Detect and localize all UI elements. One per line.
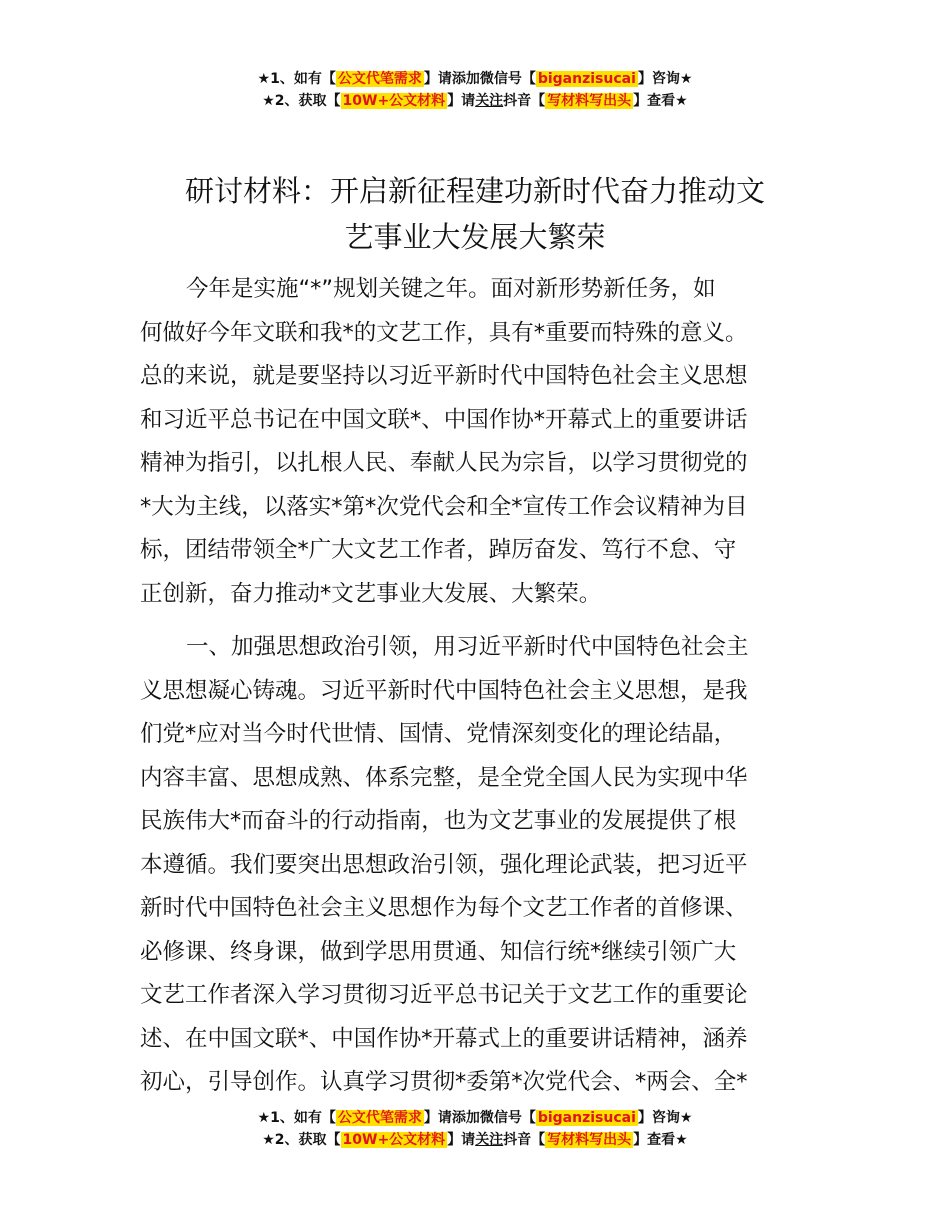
text-line: 文艺工作者深入学习贯彻习近平总书记关于文艺工作的重要论 [140, 982, 748, 1008]
banner-underlined: 关注 [475, 1132, 504, 1148]
document-body [140, 268, 830, 1105]
text-line: *大为主线，以落实*第*次党代会和全*宣传工作会议精神为目 [140, 493, 748, 520]
banner-text: 】请 [447, 93, 476, 109]
text-line: 初心，引导创作。认真学习贯彻*委第*次党代会、*两会、全* [140, 1069, 748, 1095]
banner-highlight: 公文代笔需求 [337, 71, 422, 87]
text-line: 新时代中国特色社会主义思想作为每个文艺工作者的首修课、 [140, 895, 748, 921]
banner-text: 】查看★ [633, 1132, 688, 1148]
paragraph-gap [140, 616, 830, 626]
banner-text: ★1、如有【 [257, 1110, 336, 1126]
text-line: 标，团结带领全*广大文艺工作者，踔厉奋发、笃行不怠、守 [140, 537, 737, 563]
banner-text: 抖音【 [503, 93, 546, 109]
banner-highlight-wechat: biganzisucai [537, 1110, 636, 1126]
banner-highlight-wechat: biganzisucai [537, 71, 636, 87]
text-line: 们党*应对当今时代世情、国情、党情深刻变化的理论结晶， [140, 721, 737, 747]
text-line: 义思想凝心铸魂。习近平新时代中国特色社会主义思想，是我 [140, 677, 748, 704]
text-line: 今年是实施“*”规划关键之年。面对新形势新任务，如 [186, 276, 716, 302]
banner-text: ★2、获取【 [262, 93, 341, 109]
banner-highlight: 10W+公文材料 [342, 93, 446, 109]
text-line: 和习近平总书记在中国文联*、中国作协*开幕式上的重要讲话 [140, 406, 748, 433]
text-line: 正创新，奋力推动*文艺事业大发展、大繁荣。 [140, 580, 602, 607]
banner-line-1 [0, 1107, 950, 1129]
banner-text: ★1、如有【 [257, 71, 336, 87]
banner-text: 】查看★ [633, 93, 688, 109]
header-banner [0, 68, 950, 112]
footer-banner [0, 1107, 950, 1151]
text-line: 精神为指引，以扎根人民、奉献人民为宗旨，以学习贯彻党的 [140, 450, 748, 476]
banner-text: 】请添加微信号【 [423, 71, 536, 87]
text-line: 民族伟大*而奋斗的行动指南，也为文艺事业的发展提供了根 [140, 808, 737, 834]
text-line: 本遵循。我们要突出思想政治引领，强化理论武装，把习近平 [140, 851, 748, 878]
banner-highlight-douyin: 写材料写出头 [547, 1132, 632, 1148]
banner-line-2 [0, 1129, 950, 1151]
text-line: 总的来说，就是要坚持以习近平新时代中国特色社会主义思想 [140, 363, 748, 389]
title-line: 艺事业大发展大繁荣 [344, 220, 606, 254]
banner-text: 抖音【 [503, 1132, 546, 1148]
banner-text: 】咨询★ [637, 1110, 693, 1126]
banner-highlight-douyin: 写材料写出头 [547, 93, 632, 109]
banner-line-1 [0, 68, 950, 90]
document-title [100, 168, 850, 260]
text-line: 必修课、终身课，做到学思用贯通、知信行统*继续引领广大 [140, 938, 737, 965]
paragraph-intro [140, 268, 830, 616]
text-line: 述、在中国文联*、中国作协*开幕式上的重要讲话精神，涵养 [140, 1025, 748, 1052]
banner-text: ★2、获取【 [262, 1132, 341, 1148]
text-line: 一、加强思想政治引领，用习近平新时代中国特色社会主 [186, 634, 749, 660]
title-line: 研讨材料：开启新征程建功新时代奋力推动文 [184, 174, 765, 208]
banner-text: 】请添加微信号【 [423, 1110, 536, 1126]
text-line: 何做好今年文联和我*的文艺工作，具有*重要而特殊的意义。 [140, 319, 748, 346]
banner-highlight: 公文代笔需求 [337, 1110, 422, 1126]
banner-line-2 [0, 90, 950, 112]
paragraph-section-1 [140, 626, 830, 1105]
banner-text: 】请 [447, 1132, 476, 1148]
banner-text: 】咨询★ [637, 71, 693, 87]
text-line: 内容丰富、思想成熟、体系完整，是全党全国人民为实现中华 [140, 764, 748, 791]
banner-highlight: 10W+公文材料 [342, 1132, 446, 1148]
banner-underlined: 关注 [475, 93, 504, 109]
